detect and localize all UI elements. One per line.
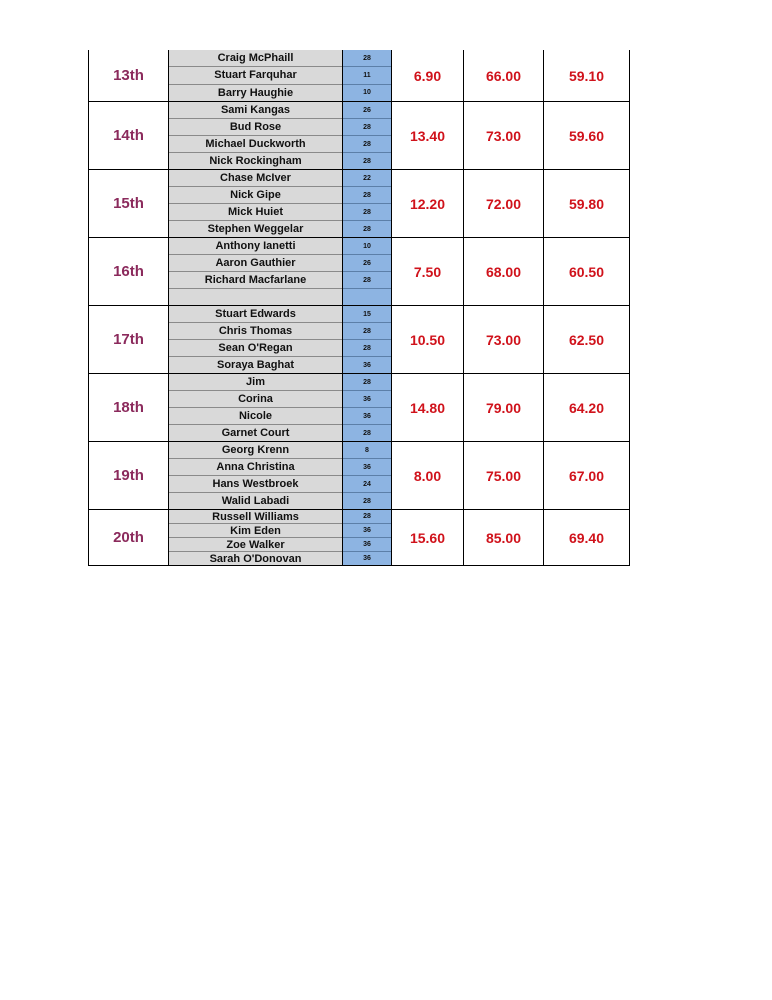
team-position: 13th — [88, 50, 168, 101]
player-handicap: 28 — [343, 374, 391, 391]
player-handicap: 26 — [343, 102, 391, 119]
player-handicap: 26 — [343, 255, 391, 272]
player-handicaps-column — [342, 50, 391, 101]
player-name: Richard Macfarlane — [169, 272, 342, 289]
player-name: Craig McPhaill — [169, 50, 342, 67]
player-handicap: 28 — [343, 119, 391, 136]
player-handicap: 28 — [343, 50, 391, 67]
team-handicap: 13.40 — [391, 102, 463, 169]
player-name: Stephen Weggelar — [169, 221, 342, 237]
player-name: Chase McIver — [169, 170, 342, 187]
player-name: Stuart Farquhar — [169, 67, 342, 84]
player-name: Georg Krenn — [169, 442, 342, 459]
player-handicap: 36 — [343, 408, 391, 425]
player-name: Soraya Baghat — [169, 357, 342, 373]
team-handicap: 8.00 — [391, 442, 463, 509]
results-table — [88, 50, 630, 566]
net-score: 59.80 — [543, 170, 630, 237]
player-names-column — [168, 306, 342, 373]
player-handicap: 28 — [343, 425, 391, 441]
gross-score: 72.00 — [463, 170, 543, 237]
player-name: Aaron Gauthier — [169, 255, 342, 272]
team-position: 14th — [88, 102, 168, 169]
player-handicap: 22 — [343, 170, 391, 187]
gross-score: 79.00 — [463, 374, 543, 441]
player-handicap: 28 — [343, 221, 391, 237]
player-name: Nick Rockingham — [169, 153, 342, 169]
gross-score: 73.00 — [463, 306, 543, 373]
player-handicap: 28 — [343, 323, 391, 340]
team-position: 20th — [88, 510, 168, 565]
player-name: Nick Gipe — [169, 187, 342, 204]
team-handicap: 15.60 — [391, 510, 463, 565]
player-names-column — [168, 510, 342, 565]
team-handicap: 14.80 — [391, 374, 463, 441]
player-handicap: 36 — [343, 391, 391, 408]
player-name: Zoe Walker — [169, 538, 342, 552]
player-name: Bud Rose — [169, 119, 342, 136]
player-names-column — [168, 374, 342, 441]
player-name: Kim Eden — [169, 524, 342, 538]
team-row — [88, 442, 630, 510]
player-name: Michael Duckworth — [169, 136, 342, 153]
net-score: 69.40 — [543, 510, 630, 565]
player-handicaps-column — [342, 442, 391, 509]
team-handicap: 10.50 — [391, 306, 463, 373]
player-name: Sarah O'Donovan — [169, 552, 342, 565]
player-handicap — [343, 289, 391, 305]
player-handicap: 36 — [343, 459, 391, 476]
team-row — [88, 306, 630, 374]
team-position: 15th — [88, 170, 168, 237]
gross-score: 66.00 — [463, 50, 543, 101]
player-handicap: 36 — [343, 538, 391, 552]
player-handicap: 11 — [343, 67, 391, 84]
player-handicap: 28 — [343, 136, 391, 153]
team-position: 18th — [88, 374, 168, 441]
player-names-column — [168, 170, 342, 237]
player-name: Walid Labadi — [169, 493, 342, 509]
net-score: 67.00 — [543, 442, 630, 509]
player-handicaps-column — [342, 306, 391, 373]
player-handicap: 28 — [343, 187, 391, 204]
player-handicap: 28 — [343, 493, 391, 509]
player-handicap: 8 — [343, 442, 391, 459]
player-handicap: 10 — [343, 85, 391, 101]
net-score: 60.50 — [543, 238, 630, 305]
net-score: 62.50 — [543, 306, 630, 373]
player-handicap: 28 — [343, 272, 391, 289]
team-position: 16th — [88, 238, 168, 305]
team-row — [88, 238, 630, 306]
player-handicap: 36 — [343, 357, 391, 373]
player-handicap: 28 — [343, 340, 391, 357]
team-position: 17th — [88, 306, 168, 373]
player-name: Barry Haughie — [169, 85, 342, 101]
player-names-column — [168, 102, 342, 169]
player-name: Hans Westbroek — [169, 476, 342, 493]
player-name: Sean O'Regan — [169, 340, 342, 357]
player-name — [169, 289, 342, 305]
team-handicap: 12.20 — [391, 170, 463, 237]
team-row — [88, 374, 630, 442]
player-names-column — [168, 238, 342, 305]
player-name: Garnet Court — [169, 425, 342, 441]
net-score: 59.10 — [543, 50, 630, 101]
player-name: Chris Thomas — [169, 323, 342, 340]
player-handicaps-column — [342, 238, 391, 305]
team-row — [88, 102, 630, 170]
player-handicap: 28 — [343, 510, 391, 524]
player-handicap: 24 — [343, 476, 391, 493]
player-name: Sami Kangas — [169, 102, 342, 119]
team-row — [88, 170, 630, 238]
player-name: Russell Williams — [169, 510, 342, 524]
player-name: Jim — [169, 374, 342, 391]
gross-score: 73.00 — [463, 102, 543, 169]
net-score: 59.60 — [543, 102, 630, 169]
player-handicap: 15 — [343, 306, 391, 323]
player-name: Stuart Edwards — [169, 306, 342, 323]
player-name: Nicole — [169, 408, 342, 425]
player-handicaps-column — [342, 170, 391, 237]
player-handicap: 36 — [343, 552, 391, 565]
player-names-column — [168, 442, 342, 509]
player-handicaps-column — [342, 374, 391, 441]
player-name: Corina — [169, 391, 342, 408]
player-handicap: 28 — [343, 153, 391, 169]
player-handicap: 28 — [343, 204, 391, 221]
player-name: Mick Huiet — [169, 204, 342, 221]
team-position: 19th — [88, 442, 168, 509]
net-score: 64.20 — [543, 374, 630, 441]
player-handicap: 36 — [343, 524, 391, 538]
team-row — [88, 50, 630, 102]
gross-score: 85.00 — [463, 510, 543, 565]
player-handicaps-column — [342, 510, 391, 565]
team-handicap: 7.50 — [391, 238, 463, 305]
player-name: Anthony Ianetti — [169, 238, 342, 255]
player-handicaps-column — [342, 102, 391, 169]
player-handicap: 10 — [343, 238, 391, 255]
gross-score: 68.00 — [463, 238, 543, 305]
team-handicap: 6.90 — [391, 50, 463, 101]
team-row — [88, 510, 630, 566]
gross-score: 75.00 — [463, 442, 543, 509]
player-names-column — [168, 50, 342, 101]
player-name: Anna Christina — [169, 459, 342, 476]
